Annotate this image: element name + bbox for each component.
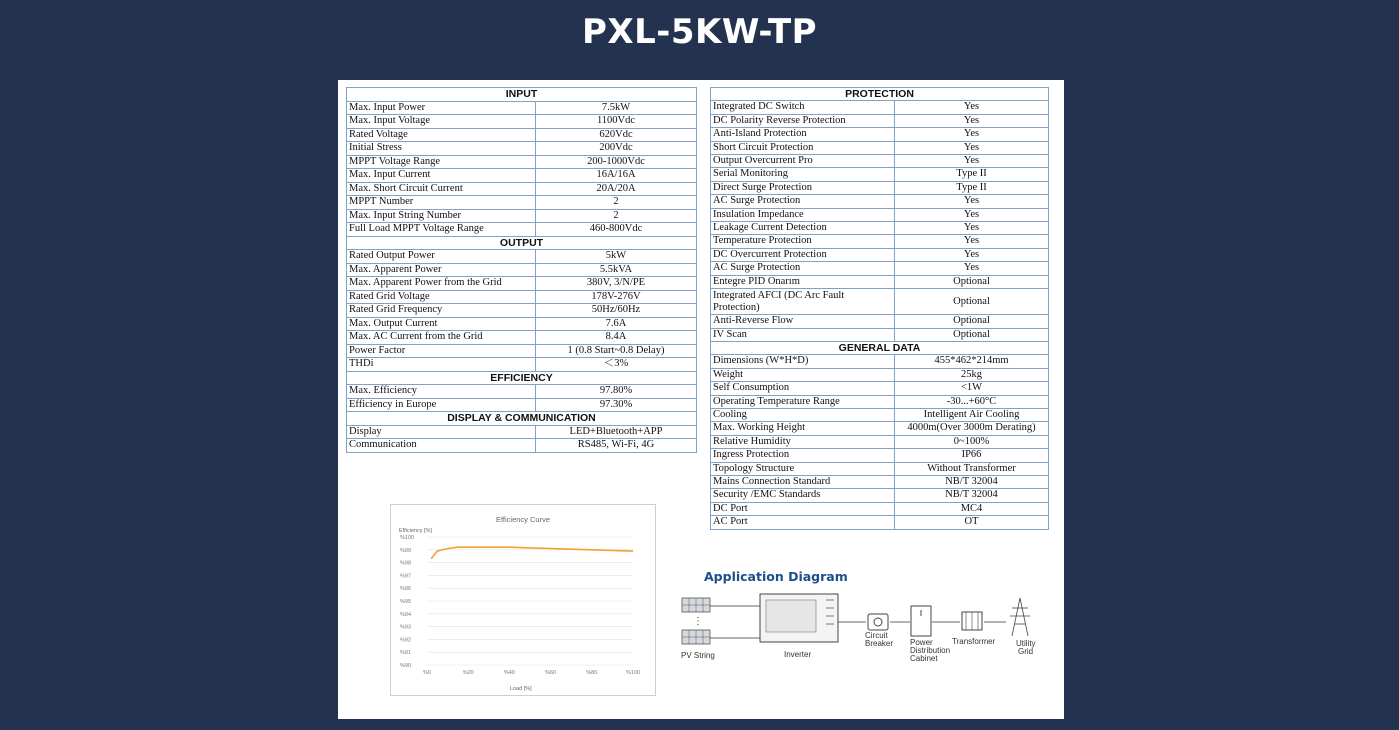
application-diagram bbox=[678, 588, 1060, 678]
spec-value: 50Hz/60Hz bbox=[536, 304, 697, 318]
distribution-cabinet-icon bbox=[911, 606, 931, 636]
spec-value: NB/T 32004 bbox=[895, 475, 1049, 488]
spec-row bbox=[711, 422, 1049, 435]
spec-row bbox=[711, 435, 1049, 448]
spec-value: Yes bbox=[895, 195, 1049, 208]
chart-x-tick-label: %80 bbox=[586, 670, 598, 676]
spec-row bbox=[711, 489, 1049, 502]
chart-y-tick-label: %96 bbox=[400, 586, 412, 593]
spec-row bbox=[347, 142, 697, 156]
spec-value: Yes bbox=[895, 262, 1049, 275]
spec-row bbox=[347, 263, 697, 277]
spec-value: LED+Bluetooth+APP bbox=[536, 425, 697, 439]
efficiency-chart bbox=[390, 504, 656, 696]
spec-value: 200-1000Vdc bbox=[536, 155, 697, 169]
spec-label: Entegre PID Onarım bbox=[711, 275, 895, 288]
chart-y-tick-label: %94 bbox=[400, 611, 412, 618]
cabinet-label-3: Cabinet bbox=[910, 654, 938, 663]
spec-row bbox=[347, 331, 697, 345]
spec-row bbox=[711, 275, 1049, 288]
spec-value: 20A/20A bbox=[536, 182, 697, 196]
spec-row bbox=[711, 355, 1049, 368]
spec-row bbox=[711, 315, 1049, 328]
spec-value: 620Vdc bbox=[536, 128, 697, 142]
spec-label: Relative Humidity bbox=[711, 435, 895, 448]
spec-label: Initial Stress bbox=[347, 142, 536, 156]
spec-row bbox=[711, 516, 1049, 529]
spec-row bbox=[711, 382, 1049, 395]
spec-row bbox=[347, 425, 697, 439]
spec-row bbox=[711, 235, 1049, 248]
spec-label: Full Load MPPT Voltage Range bbox=[347, 223, 536, 237]
chart-x-tick-label: %40 bbox=[503, 670, 515, 676]
spec-value: OT bbox=[895, 516, 1049, 529]
spec-value: 1 (0.8 Start~0.8 Delay) bbox=[536, 344, 697, 358]
spec-row bbox=[347, 115, 697, 129]
spec-label: Security /EMC Standards bbox=[711, 489, 895, 502]
spec-row bbox=[347, 182, 697, 196]
spec-value: IP66 bbox=[895, 449, 1049, 462]
chart-series-line bbox=[431, 547, 633, 559]
spec-row bbox=[711, 181, 1049, 194]
spec-row bbox=[711, 248, 1049, 261]
spec-value: 2 bbox=[536, 209, 697, 223]
spec-label: Direct Surge Protection bbox=[711, 181, 895, 194]
spec-row bbox=[711, 222, 1049, 235]
utility-grid-icon bbox=[1010, 598, 1030, 636]
spec-value: Optional bbox=[895, 315, 1049, 328]
chart-y-axis-label: Efficiency [%] bbox=[399, 528, 432, 534]
spec-label: Max. Input String Number bbox=[347, 209, 536, 223]
spec-row bbox=[347, 128, 697, 142]
chart-y-tick-label: %92 bbox=[400, 637, 412, 644]
spec-value: 7.5kW bbox=[536, 101, 697, 115]
spec-label: Max. Input Voltage bbox=[347, 115, 536, 129]
spec-value: 7.6A bbox=[536, 317, 697, 331]
spec-value: 8.4A bbox=[536, 331, 697, 345]
chart-y-tick-label: %95 bbox=[400, 599, 412, 605]
section-header-display-communication bbox=[347, 412, 697, 426]
left-spec-table bbox=[346, 87, 697, 453]
spec-row bbox=[347, 385, 697, 399]
spec-label: Serial Monitoring bbox=[711, 168, 895, 181]
spec-row bbox=[347, 304, 697, 318]
spec-value: 5kW bbox=[536, 250, 697, 264]
spec-value: 455*462*214mm bbox=[895, 355, 1049, 368]
spec-label: Anti-Reverse Flow bbox=[711, 315, 895, 328]
spec-value: -30...+60°C bbox=[895, 395, 1049, 408]
efficiency-chart-svg bbox=[391, 505, 655, 695]
spec-row bbox=[711, 155, 1049, 168]
spec-label: IV Scan bbox=[711, 328, 895, 341]
spec-label: Insulation Impedance bbox=[711, 208, 895, 221]
section-header-label: GENERAL DATA bbox=[711, 341, 1049, 354]
spec-label: Max. Input Power bbox=[347, 101, 536, 115]
chart-x-tick-label: %100 bbox=[625, 670, 641, 676]
svg-text:⋮: ⋮ bbox=[693, 616, 703, 627]
spec-value: 2 bbox=[536, 196, 697, 210]
spec-value: Yes bbox=[895, 101, 1049, 114]
spec-label: Operating Temperature Range bbox=[711, 395, 895, 408]
section-header-label: OUTPUT bbox=[347, 236, 697, 250]
spec-row bbox=[347, 101, 697, 115]
application-diagram-title: Application Diagram bbox=[704, 569, 848, 584]
spec-row bbox=[347, 277, 697, 291]
spec-label: Display bbox=[347, 425, 536, 439]
spec-sheet bbox=[338, 80, 1064, 719]
spec-label: MPPT Voltage Range bbox=[347, 155, 536, 169]
spec-value: 200Vdc bbox=[536, 142, 697, 156]
spec-value: Type II bbox=[895, 168, 1049, 181]
spec-value: 5.5kVA bbox=[536, 263, 697, 277]
spec-label: Integrated AFCI (DC Arc Fault Protection) bbox=[711, 289, 895, 315]
spec-value: NB/T 32004 bbox=[895, 489, 1049, 502]
section-header-general-data bbox=[711, 341, 1049, 354]
transformer-label: Transformer bbox=[952, 637, 996, 646]
spec-value: MC4 bbox=[895, 502, 1049, 515]
spec-label: Max. Apparent Power from the Grid bbox=[347, 277, 536, 291]
spec-label: Communication bbox=[347, 439, 536, 453]
spec-row bbox=[711, 262, 1049, 275]
spec-row bbox=[711, 368, 1049, 381]
chart-y-tick-label: %100 bbox=[400, 535, 415, 541]
spec-label: AC Surge Protection bbox=[711, 262, 895, 275]
spec-value: ＜3% bbox=[536, 358, 697, 372]
spec-value: 97.30% bbox=[536, 398, 697, 412]
spec-value: Yes bbox=[895, 208, 1049, 221]
spec-label: Self Consumption bbox=[711, 382, 895, 395]
chart-y-tick-label: %97 bbox=[400, 573, 412, 580]
spec-value: Without Transformer bbox=[895, 462, 1049, 475]
spec-label: Rated Output Power bbox=[347, 250, 536, 264]
spec-row bbox=[347, 398, 697, 412]
spec-label: Max. Apparent Power bbox=[347, 263, 536, 277]
spec-value: 460-800Vdc bbox=[536, 223, 697, 237]
spec-value: Yes bbox=[895, 114, 1049, 127]
section-header-label: INPUT bbox=[347, 88, 697, 102]
spec-row bbox=[711, 101, 1049, 114]
circuit-breaker-label-1: Circuit bbox=[865, 631, 888, 640]
spec-label: Max. Input Current bbox=[347, 169, 536, 183]
spec-row bbox=[347, 223, 697, 237]
spec-row bbox=[711, 408, 1049, 421]
spec-label: Max. AC Current from the Grid bbox=[347, 331, 536, 345]
spec-value: 0~100% bbox=[895, 435, 1049, 448]
spec-row bbox=[347, 155, 697, 169]
spec-label: AC Port bbox=[711, 516, 895, 529]
circuit-breaker-label-2: Breaker bbox=[865, 639, 894, 648]
spec-row bbox=[711, 289, 1049, 315]
spec-row bbox=[711, 462, 1049, 475]
spec-label: Cooling bbox=[711, 408, 895, 421]
spec-label: Leakage Current Detection bbox=[711, 222, 895, 235]
inverter-icon bbox=[760, 594, 838, 642]
spec-value: 1100Vdc bbox=[536, 115, 697, 129]
chart-y-tick-label: %90 bbox=[400, 663, 412, 669]
spec-value: Intelligent Air Cooling bbox=[895, 408, 1049, 421]
spec-row bbox=[347, 196, 697, 210]
spec-row bbox=[711, 114, 1049, 127]
spec-label: Integrated DC Switch bbox=[711, 101, 895, 114]
spec-label: THDi bbox=[347, 358, 536, 372]
section-header-efficiency bbox=[347, 371, 697, 385]
spec-row bbox=[711, 502, 1049, 515]
spec-row bbox=[347, 169, 697, 183]
spec-value: Yes bbox=[895, 222, 1049, 235]
circuit-breaker-icon bbox=[868, 614, 888, 630]
spec-value: RS485, Wi-Fi, 4G bbox=[536, 439, 697, 453]
spec-row bbox=[711, 141, 1049, 154]
spec-label: Rated Grid Frequency bbox=[347, 304, 536, 318]
chart-x-axis-label: Load [%] bbox=[510, 686, 532, 692]
spec-value: Type II bbox=[895, 181, 1049, 194]
spec-label: MPPT Number bbox=[347, 196, 536, 210]
spec-row bbox=[711, 128, 1049, 141]
spec-value: Optional bbox=[895, 328, 1049, 341]
spec-row bbox=[347, 209, 697, 223]
chart-y-tick-label: %98 bbox=[400, 560, 412, 567]
spec-row bbox=[347, 290, 697, 304]
chart-x-tick-label: %60 bbox=[545, 670, 557, 676]
section-header-input bbox=[347, 88, 697, 102]
spec-label: Rated Voltage bbox=[347, 128, 536, 142]
spec-label: Temperature Protection bbox=[711, 235, 895, 248]
inverter-label: Inverter bbox=[784, 650, 812, 659]
chart-y-tick-label: %99 bbox=[400, 547, 412, 554]
spec-row bbox=[711, 395, 1049, 408]
spec-row bbox=[711, 195, 1049, 208]
utility-grid-label-2: Grid bbox=[1018, 647, 1034, 656]
spec-label: Anti-Island Protection bbox=[711, 128, 895, 141]
section-header-label: PROTECTION bbox=[711, 88, 1049, 101]
spec-row bbox=[347, 344, 697, 358]
spec-value: <1W bbox=[895, 382, 1049, 395]
spec-value: 380V, 3/N/PE bbox=[536, 277, 697, 291]
spec-label: Topology Structure bbox=[711, 462, 895, 475]
spec-label: Short Circuit Protection bbox=[711, 141, 895, 154]
section-header-protection bbox=[711, 88, 1049, 101]
spec-label: Efficiency in Europe bbox=[347, 398, 536, 412]
section-header-label: EFFICIENCY bbox=[347, 371, 697, 385]
spec-value: 97.80% bbox=[536, 385, 697, 399]
spec-label: DC Polarity Reverse Protection bbox=[711, 114, 895, 127]
spec-row bbox=[347, 317, 697, 331]
spec-label: Power Factor bbox=[347, 344, 536, 358]
spec-row bbox=[347, 439, 697, 453]
spec-row bbox=[347, 250, 697, 264]
spec-label: Max. Short Circuit Current bbox=[347, 182, 536, 196]
pv-string-label: PV String bbox=[681, 651, 715, 660]
spec-value: 25kg bbox=[895, 368, 1049, 381]
page-title: PXL-5KW-TP bbox=[581, 12, 818, 52]
pv-string-icon bbox=[682, 598, 710, 644]
spec-value: Yes bbox=[895, 248, 1049, 261]
spec-label: Output Overcurrent Pro bbox=[711, 155, 895, 168]
cabinet-label-2: Distribution bbox=[910, 646, 951, 655]
chart-title: Efficiency Curve bbox=[495, 515, 551, 524]
utility-grid-label-1: Utility bbox=[1016, 639, 1036, 648]
spec-row bbox=[347, 358, 697, 372]
chart-y-tick-label: %93 bbox=[400, 624, 412, 631]
chart-x-tick-label: %20 bbox=[462, 670, 474, 676]
spec-label: DC Port bbox=[711, 502, 895, 515]
chart-x-tick-label: %0 bbox=[423, 670, 431, 676]
spec-row bbox=[711, 449, 1049, 462]
section-header-label: DISPLAY & COMMUNICATION bbox=[347, 412, 697, 426]
spec-value: Optional bbox=[895, 289, 1049, 315]
spec-label: Weight bbox=[711, 368, 895, 381]
spec-value: Yes bbox=[895, 235, 1049, 248]
spec-label: Max. Output Current bbox=[347, 317, 536, 331]
spec-row bbox=[711, 168, 1049, 181]
spec-row bbox=[711, 475, 1049, 488]
spec-value: Yes bbox=[895, 128, 1049, 141]
spec-row bbox=[711, 208, 1049, 221]
spec-row bbox=[711, 328, 1049, 341]
spec-label: Max. Efficiency bbox=[347, 385, 536, 399]
spec-label: Dimensions (W*H*D) bbox=[711, 355, 895, 368]
spec-label: AC Surge Protection bbox=[711, 195, 895, 208]
spec-value: 178V-276V bbox=[536, 290, 697, 304]
spec-label: Max. Working Height bbox=[711, 422, 895, 435]
spec-value: 16A/16A bbox=[536, 169, 697, 183]
cabinet-label-1: Power bbox=[910, 638, 933, 647]
spec-value: Optional bbox=[895, 275, 1049, 288]
section-header-output bbox=[347, 236, 697, 250]
chart-y-tick-label: %91 bbox=[400, 650, 412, 657]
spec-value: Yes bbox=[895, 155, 1049, 168]
spec-label: Ingress Protection bbox=[711, 449, 895, 462]
spec-value: 4000m(Over 3000m Derating) bbox=[895, 422, 1049, 435]
spec-value: Yes bbox=[895, 141, 1049, 154]
right-spec-table bbox=[710, 87, 1049, 530]
spec-label: Rated Grid Voltage bbox=[347, 290, 536, 304]
spec-label: DC Overcurrent Protection bbox=[711, 248, 895, 261]
transformer-icon bbox=[962, 612, 982, 630]
spec-label: Mains Connection Standard bbox=[711, 475, 895, 488]
